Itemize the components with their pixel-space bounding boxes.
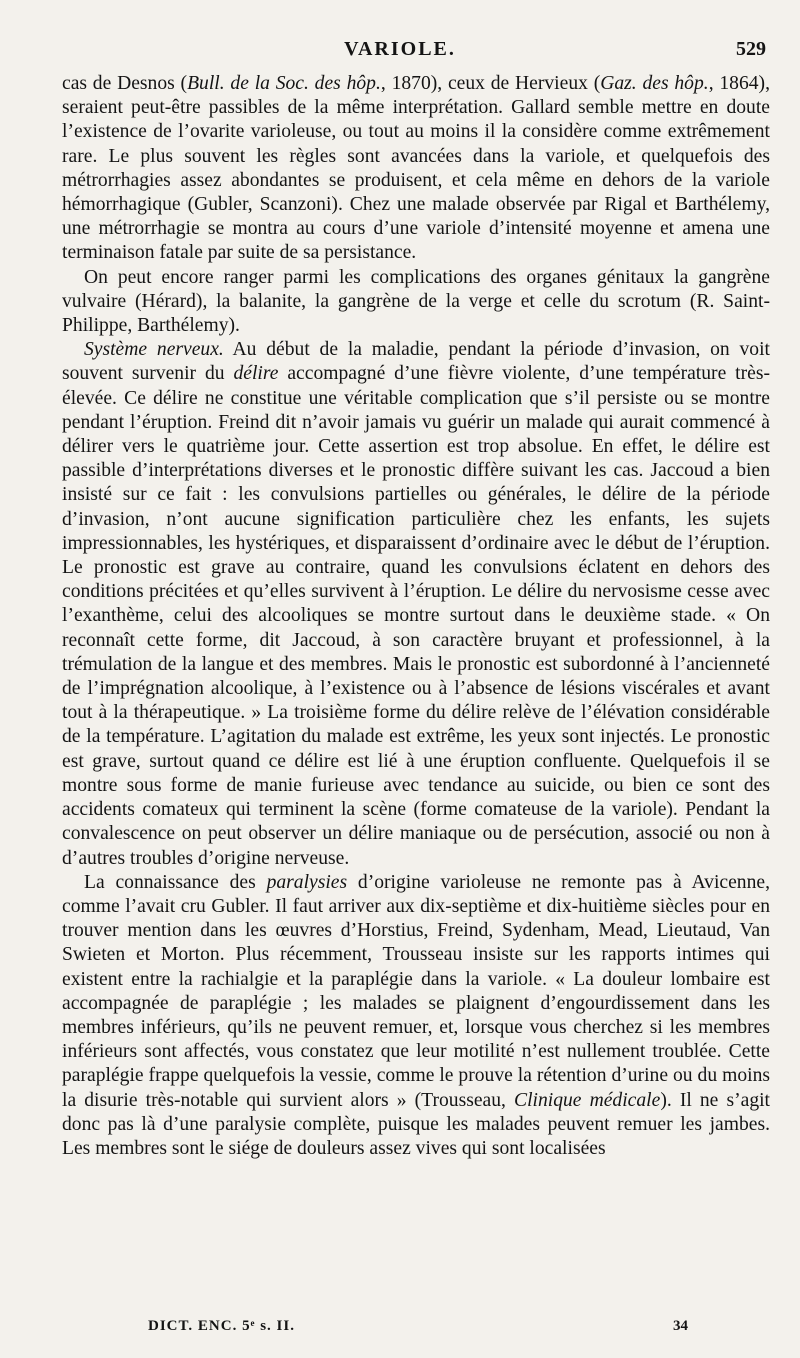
text-run: La connaissance des xyxy=(84,871,267,893)
running-header xyxy=(0,38,800,68)
text-run: cas de Desnos ( xyxy=(62,73,188,94)
italic-text: paralysies xyxy=(266,871,348,893)
text-run: , 1870), ceux de Hervieux ( xyxy=(380,73,601,94)
italic-text: délire xyxy=(233,363,279,385)
paragraph xyxy=(62,266,770,339)
running-title: VARIOLE. xyxy=(344,38,456,60)
italic-text: Clinique médicale xyxy=(514,1089,661,1111)
text-run: d’origine varioleuse ne remonte pas à Avicenne, comme l’avait cru Gubler. Il faut arriver aux dix-septième et dix-huitième siècles pour en trouver mention dans les œuvres d’Horstius, Freind, Sydenham, Mead, Lieutaud, Van Swieten et Morton. Plus récemment, Trousseau insiste sur les rapports intimes qui existent entre la rachialgie et la paraplégie dans la variole. « La douleur lombaire est accompagnée de paraplégie ; les malades se plaignent d’engourdissement dans les membres inférieurs, qu’ils ne peuvent remuer, et, lorsque vous cherchez si les membres inférieurs sont affectés, vous constatez que leur motilité n’est nullement troublée. Cette paraplégie frappe quelquefois la vessie, comme le prouve la rétention d’urine ou du moins la disurie très-notable qui survient alors » (Trousseau, xyxy=(62,871,770,1111)
page-number: 529 xyxy=(736,38,766,60)
text-run: accompagné d’une fièvre violente, d’une température très-élevée. Ce délire ne constitue une véritable complication que s’il persiste ou se montre pendant l’éruption. Freind dit n’avoir jamais vu guérir un malade qui aurait commencé à délirer vers le quatrième jour. Cette assertion est trop absolue. En effet, le délire est passible d’interprétations diverses et le pronostic diffère suivant les cas. Jaccoud a bien insisté sur ce fait : les convulsions partielles ou générales, le délire de la période d’invasion, n’ont aucune signification particulière chez les enfants, les sujets impressionnables, les hystériques, et disparaissent d’ordinaire avec le début de l’éruption. Le pronostic est grave au contraire, quand les convulsions éclatent en dehors des conditions précitées et qu’elles survivent à l’éruption. Le délire du nervosisme cesse avec l’exanthème, celui des alcooliques se montre surtout dans le deuxième stade. « On reconnaît cette forme, dit Jaccoud, à son caractère bruyant et professionnel, à la trémulation de la langue et des membres. Mais le pronostic est subordonné à l’ancienneté de l’imprégnation alcoolique, à l’existence ou à l’absence de lésions viscérales et avant tout à la thérapeutique. » La troisième forme du délire relève de l’élévation considérable de la température. L’agitation du malade est extrême, les yeux sont injectés. Le pronostic est grave, surtout quand ce délire est lié à une éruption confluente. Quelquefois il se montre sous forme de manie furieuse avec tendance au suicide, ou bien ce sont des accidents comateux qui terminent la scène (forme comateuse de la variole). Pendant la convalescence on peut observer un délire maniaque ou de persécution, associé ou non à d’autres troubles d’origine nerveuse. xyxy=(62,363,770,869)
footer-sheet-number: 34 xyxy=(673,1318,688,1334)
text-run: Au début de la maladie, pendant la période d’invasion, on voit souvent survenir du xyxy=(62,339,770,385)
italic-text: Gaz. des hôp. xyxy=(600,73,709,94)
page-footer xyxy=(0,1318,800,1342)
text-run: On peut encore ranger parmi les complications des organes génitaux la gangrène vulvaire (Hérard), la balanite, la gangrène de la verge et celle du scrotum (R. Saint-Philippe, Barthélemy). xyxy=(62,266,770,337)
paragraph xyxy=(62,72,770,266)
paragraph xyxy=(62,871,770,1161)
text-run: , 1864), seraient peut-être passibles de la même interprétation. Gallard semble mettre en doute l’existence de l’ovarite varioleuse, ou tout au moins il la considère comme extrêmement rare. Le plus souvent les règles sont avancées dans la variole, et quelquefois des métrorrhagies assez abondantes se produisent, et cela même en dehors de la variole hémorrhagique (Gubler, Scanzoni). Chez une malade observée par Rigal et Barthélemy, une métrorrhagie se montra au cours d’une variole d’intensité moyenne et amena une terminaison fatale par suite de sa persistance. xyxy=(62,73,770,264)
paragraph xyxy=(62,338,770,870)
body-text xyxy=(62,72,770,1161)
text-run: ). Il ne s’agit donc pas là d’une paralysie complète, puisque les malades peuvent remuer les jambes. Les membres sont le siége de douleurs assez vives qui sont localisées xyxy=(62,1089,771,1159)
italic-text: Système nerveux. xyxy=(84,339,224,361)
italic-text: Bull. de la Soc. des hôp. xyxy=(187,73,381,94)
footer-signature: DICT. ENC. 5ᵉ s. II. xyxy=(148,1318,295,1334)
